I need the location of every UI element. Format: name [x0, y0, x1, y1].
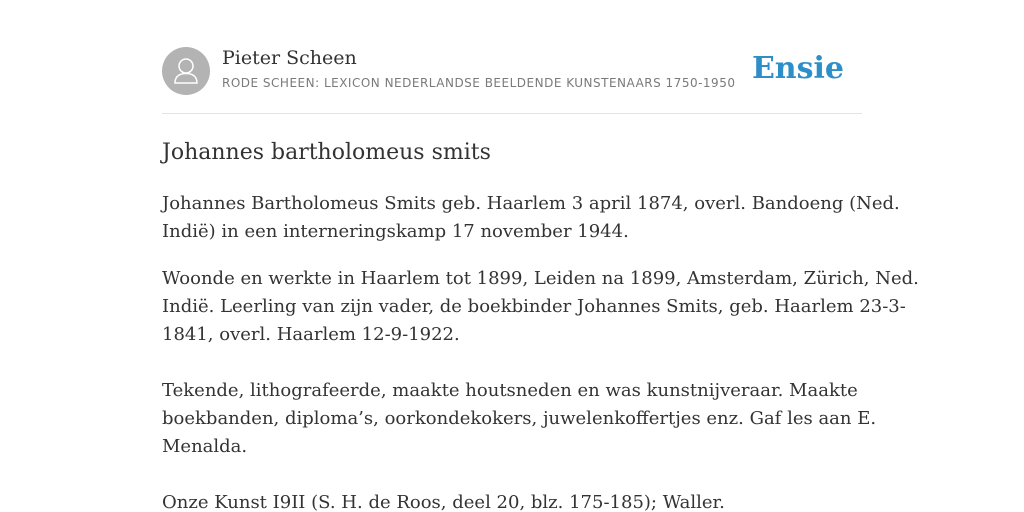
- article-paragraph-2: [162, 265, 919, 349]
- article-title: Johannes bartholomeus smits: [162, 140, 491, 165]
- article-paragraph-3: [162, 377, 877, 461]
- paragraph-line: Menalda.: [162, 436, 248, 457]
- paragraph-line: Indië. Leerling van zijn vader, de boekbinder Johannes Smits, geb. Haarlem 23-3-: [162, 296, 906, 317]
- source-link[interactable]: RODE SCHEEN: LEXICON NEDERLANDSE BEELDENDE KUNSTENAARS 1750-1950: [222, 76, 736, 90]
- author-name-link[interactable]: Pieter Scheen: [222, 47, 357, 69]
- article-paragraph-1: [162, 190, 900, 246]
- paragraph-line: Woonde en werkte in Haarlem tot 1899, Leiden na 1899, Amsterdam, Zürich, Ned.: [162, 268, 919, 289]
- author-avatar[interactable]: [162, 47, 210, 95]
- article-paragraph-4: [162, 489, 862, 512]
- paragraph-line: 1841, overl. Haarlem 12-9-1922.: [162, 324, 460, 345]
- paragraph-line: Johannes Bartholomeus Smits geb. Haarlem 3 april 1874, overl. Bandoeng (Ned.: [162, 193, 900, 214]
- ensie-logo[interactable]: Ensie: [751, 51, 844, 86]
- paragraph-line: boekbanden, diploma’s, oorkondekokers, juwelenkoffertjes enz. Gaf les aan E.: [162, 408, 877, 429]
- paragraph-line: Onze Kunst I9II (S. H. de Roos, deel 20, blz. 175-185); Waller.: [162, 492, 725, 512]
- article-container: [162, 0, 919, 512]
- user-icon: [162, 47, 210, 95]
- article-header: [162, 0, 862, 114]
- paragraph-line: Tekende, lithografeerde, maakte houtsneden en was kunstnijveraar. Maakte: [162, 380, 858, 401]
- paragraph-line: Indië) in een interneringskamp 17 november 1944.: [162, 221, 629, 242]
